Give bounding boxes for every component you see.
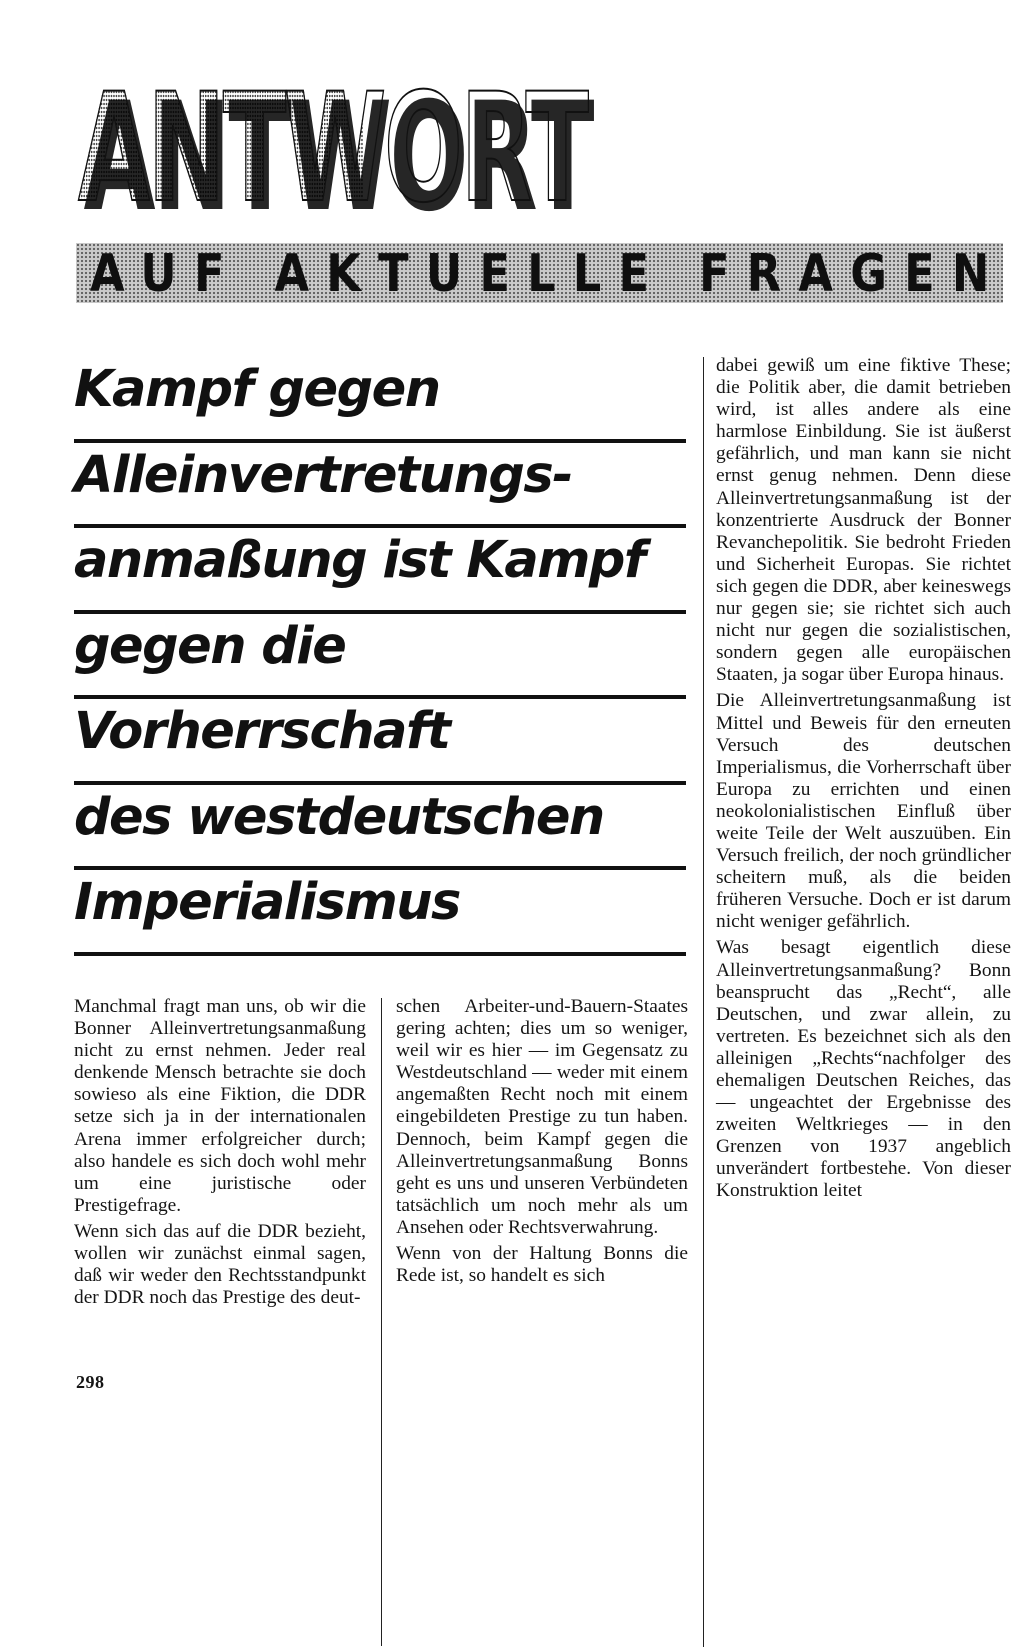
headline-line: Vorherrschaft: [74, 699, 686, 785]
paragraph: Wenn sich das auf die DDR bezieht, wollen wir zunächst einmal sagen, daß wir weder den Rechtsstandpunkt der DDR noch das Prestige des deut-: [74, 1220, 366, 1309]
headline-line: des westdeutschen: [74, 785, 686, 871]
headline: [74, 357, 686, 956]
text-column-1: [74, 996, 366, 1309]
paragraph: Was besagt eigentlich diese Alleinvertretungsanmaßung? Bonn beansprucht das „Recht“, alle Deutschen, und zwar allein, zu vertreten. Es bezeichnet sich als den alleinigen „Rechts“nachfolger des ehemaligen Deutschen Reiches, das — ungeachtet der Ergebnisse des zweiten Weltkrieges — in den Grenzen von 1937 angeblich unverändert fortbestehe. Von dieser Konstruktion leitet: [716, 937, 1011, 1202]
column-divider: [381, 998, 382, 1646]
headline-line: Kampf gegen: [74, 357, 686, 443]
paragraph: Die Alleinvertretungsanmaßung ist Mittel und Beweis für den erneuten Versuch des deutschen Imperialismus, die Vorherrschaft über Europa zu errichten und einen neokolonialistischen Einfluß über weite Teile der Welt auszuüben. Ein Versuch freilich, der noch gründlicher scheitern muß, als die beiden früheren Versuche. Doch er ist darum nicht weniger gefährlich.: [716, 690, 1011, 933]
headline-line: gegen die: [74, 614, 686, 700]
paragraph: Manchmal fragt man uns, ob wir die Bonner Alleinvertretungsanmaßung nicht zu ernst nehmen. Jeder real denkende Mensch betrachte sie doch sowieso als eine Fiktion, die DDR setze sich ja in der internationalen Arena immer erfolgreicher durch; also handele es sich doch wohl mehr um eine juristische oder Prestigefrage.: [74, 996, 366, 1216]
paragraph: dabei gewiß um eine fiktive These; die Politik aber, die damit betrieben wird, ist alles andere als eine harmlose Einbildung. Sie ist äußerst gefährlich, und man kann sie nicht ernst genug nehmen. Denn diese Alleinvertretungsanmaßung ist der konzentrierte Ausdruck der Bonner Revanchepolitik. Sie bedroht Frieden und Sicherheit Europas. Sie richtet sich gegen die DDR, aber keineswegs nur gegen sie; sie richtet sich auch nicht nur gegen die sozialistischen, sondern gegen alle europäischen Staaten, ja sogar über Europa hinaus.: [716, 355, 1011, 686]
masthead-title: ANTWORT: [78, 62, 587, 236]
column-divider: [703, 357, 704, 1647]
page-number: 298: [76, 1372, 105, 1392]
masthead-subtitle: AUF AKTUELLE FRAGEN: [90, 244, 1007, 304]
text-column-2: [396, 996, 688, 1287]
paragraph: schen Arbeiter-und-Bauern-Staates gering achten; dies um so weniger, weil wir es hier — im Gegensatz zu Westdeutschland — weder mit einem angemaßten Recht noch mit einem eingebildeten Prestige zu tun haben. Dennoch, beim Kampf gegen die Alleinvertretungsanmaßung Bonns geht es uns und unseren Verbündeten tatsächlich um noch mehr als um Ansehen oder Rechtsverwahrung.: [396, 996, 688, 1238]
headline-line: Imperialismus: [74, 870, 686, 956]
text-column-3: [716, 355, 1011, 1203]
headline-line: anmaßung ist Kampf: [74, 528, 686, 614]
paragraph: Wenn von der Haltung Bonns die Rede ist, so handelt es sich: [396, 1243, 688, 1287]
headline-line: Alleinvertretungs-: [74, 443, 686, 529]
